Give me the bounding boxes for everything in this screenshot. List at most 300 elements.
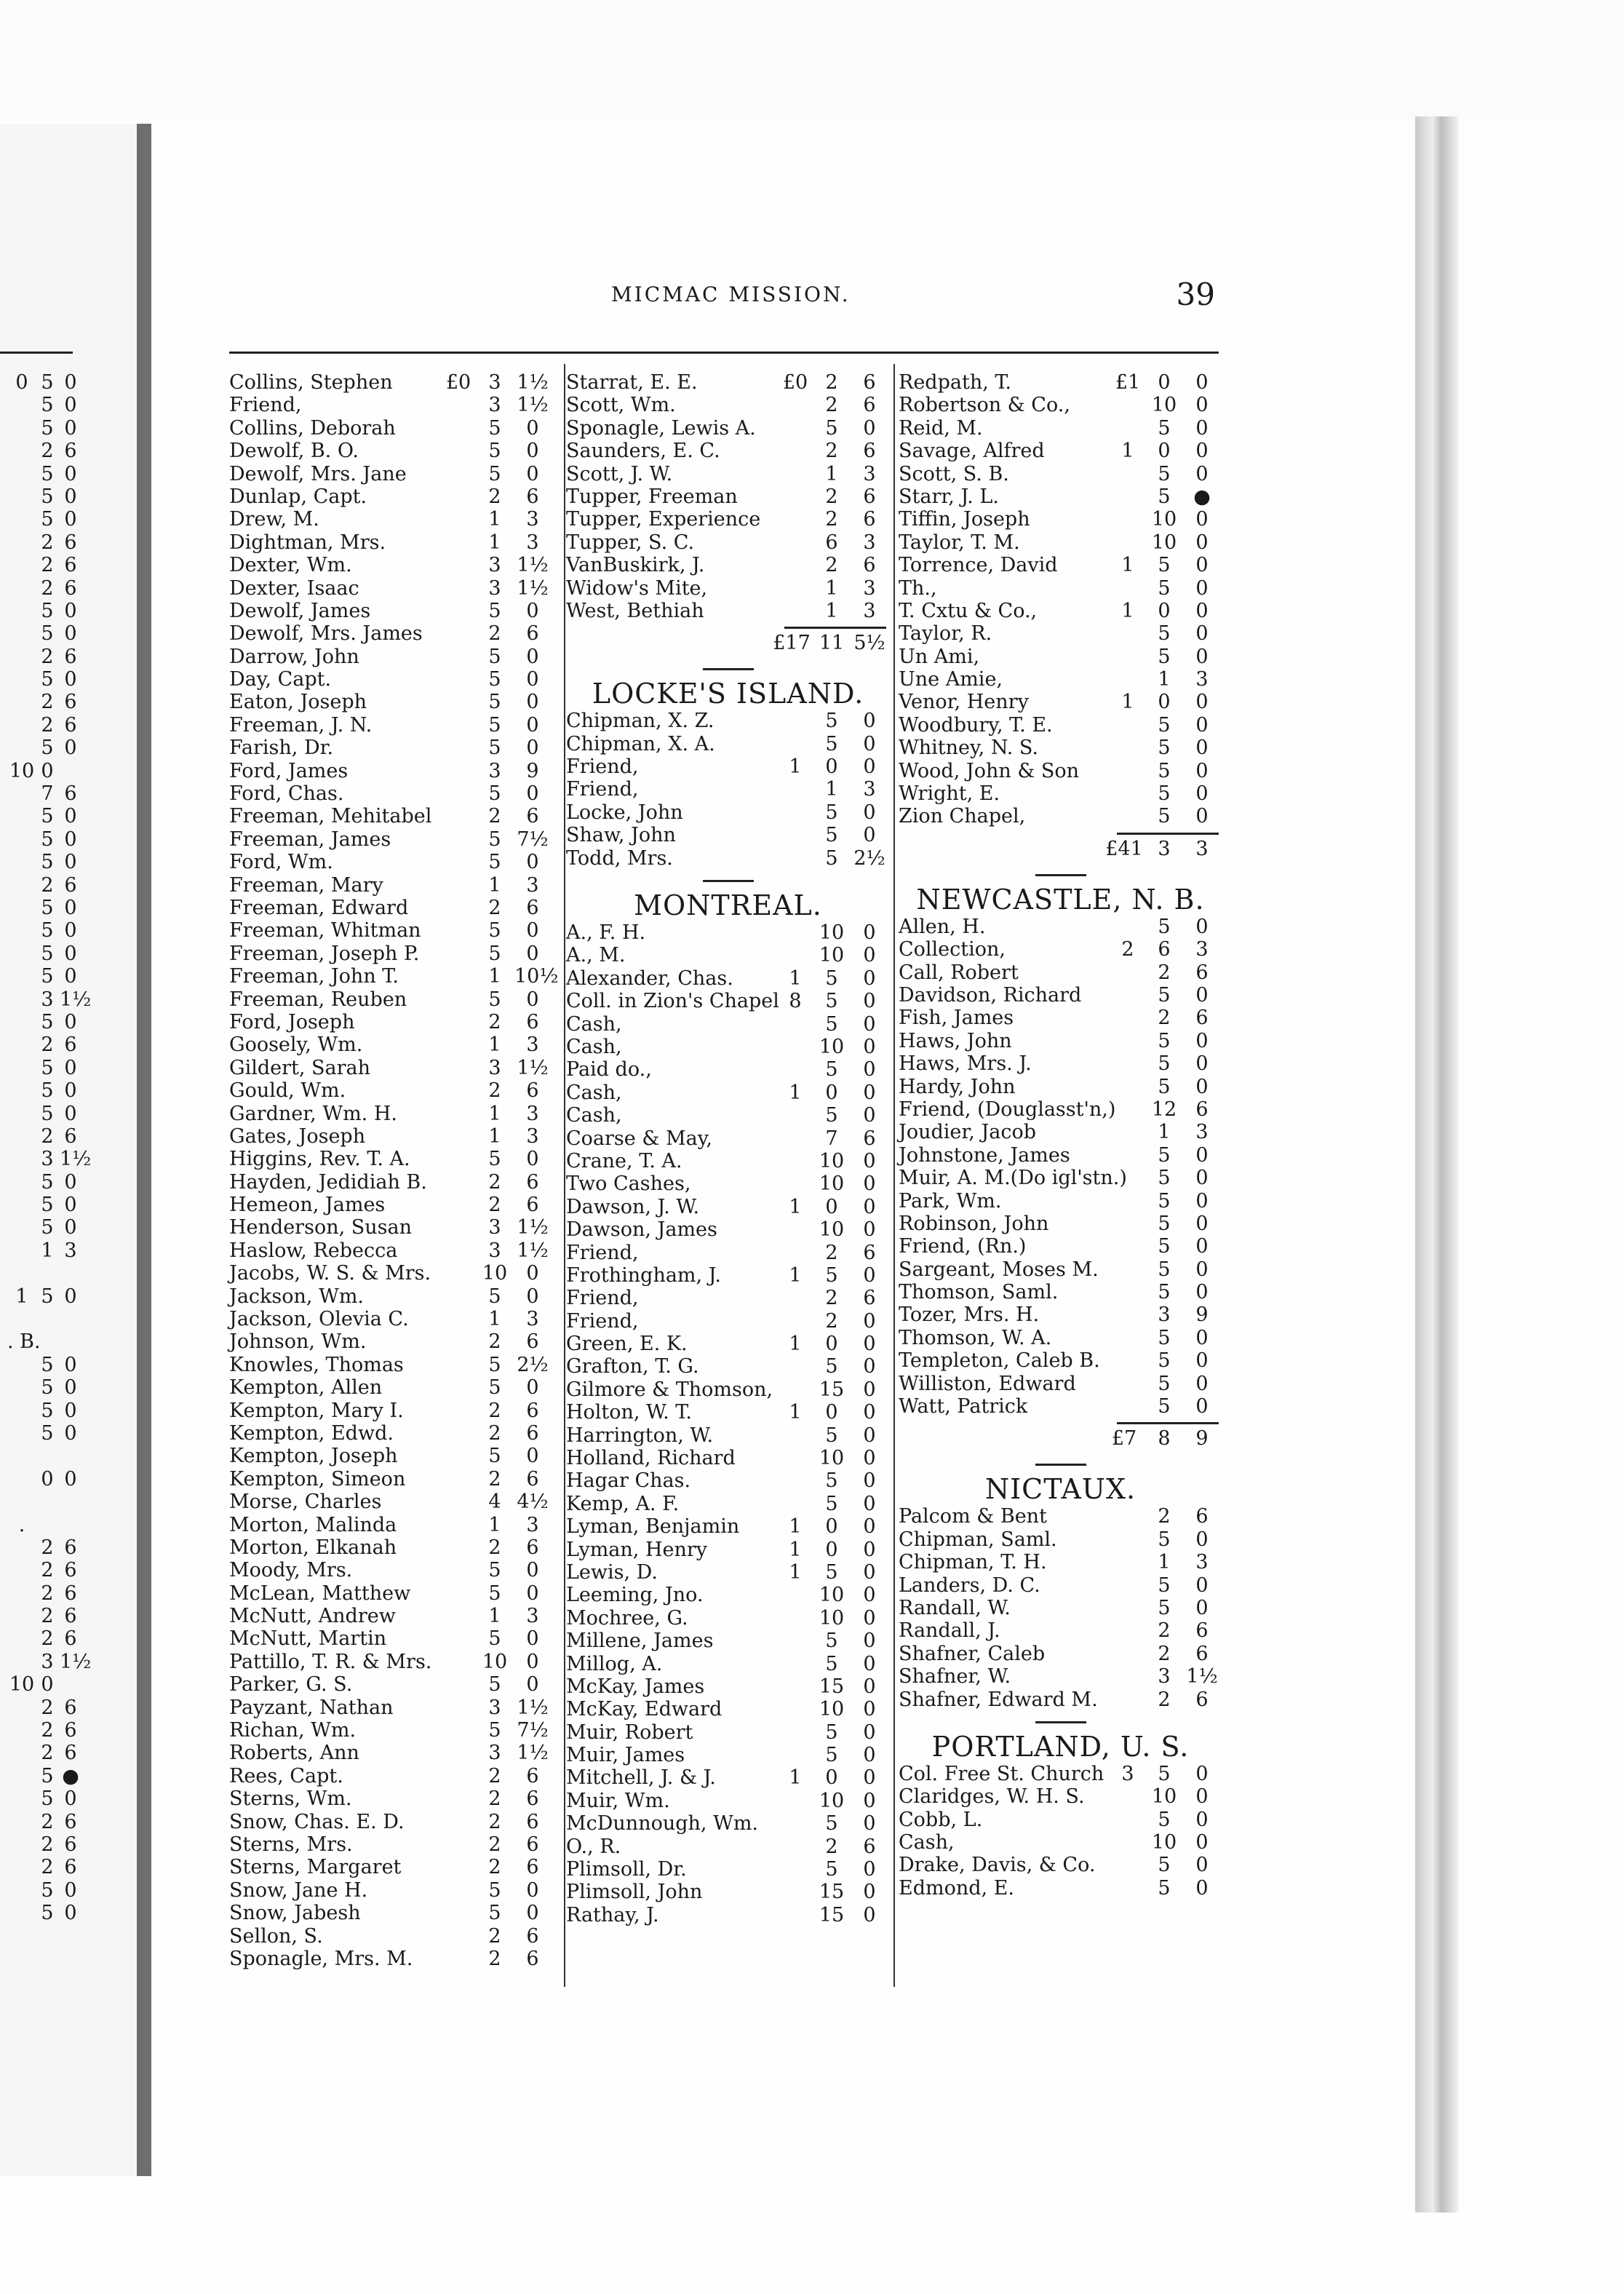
fragment-value: 6 <box>64 1581 77 1605</box>
running-title: MICMAC MISSION. <box>611 282 851 306</box>
pence-amount: 6 <box>1195 1505 1209 1528</box>
entry-name: Friend, (Rn.) <box>899 1235 1027 1258</box>
pence-amount: 0 <box>863 1424 876 1447</box>
shillings-amount: 3 <box>488 1056 501 1079</box>
fragment-row <box>7 988 92 1011</box>
shillings-amount: 1 <box>488 508 501 531</box>
shillings-amount: 3 <box>488 1742 501 1765</box>
shillings-amount: 5 <box>825 732 838 755</box>
entry-row <box>229 851 557 873</box>
entry-name: Moody, Mrs. <box>229 1559 353 1582</box>
shillings-amount: 15 <box>819 1675 845 1698</box>
shillings-amount: 10 <box>819 1789 845 1812</box>
fragment-value: ● <box>62 1764 79 1787</box>
total-amount: 11 <box>819 632 845 655</box>
entry-name: Gould, Wm. <box>229 1079 346 1103</box>
entry-name: Saunders, E. C. <box>566 440 720 463</box>
fragment-value: 5 <box>41 485 54 508</box>
pence-amount: 9 <box>526 759 539 782</box>
entry-name: Park, Wm. <box>899 1189 1002 1213</box>
fragment-value: 6 <box>64 554 77 577</box>
pence-amount: 1½ <box>517 394 549 417</box>
shillings-amount: 5 <box>1158 782 1171 806</box>
entry-name: Henderson, Susan <box>229 1216 412 1239</box>
fragment-value: 5 <box>41 371 54 394</box>
fragment-value: 2 <box>41 1033 54 1057</box>
entry-row <box>229 1651 557 1673</box>
fragment-value: 2 <box>41 1696 54 1719</box>
entry-name: Collins, Deborah <box>229 416 396 440</box>
fragment-value: 0 <box>15 371 28 394</box>
heading-ornament <box>703 668 754 670</box>
facing-header-rule <box>0 352 73 354</box>
entry-row <box>229 440 557 462</box>
entry-row <box>566 824 890 846</box>
entry-name: Higgins, Rev. T. A. <box>229 1148 410 1171</box>
pence-amount: 7½ <box>517 1719 549 1742</box>
entry-name: Starr, J. L. <box>899 485 999 508</box>
entry-row <box>229 1400 557 1422</box>
entry-name: T. Cxtu & Co., <box>899 599 1038 622</box>
entry-row <box>566 508 890 531</box>
entry-name: Joudier, Jacob <box>899 1121 1037 1144</box>
entry-name: Friend, <box>566 1309 639 1333</box>
pence-amount: 0 <box>526 1148 539 1171</box>
shillings-amount: 0 <box>825 1401 838 1424</box>
entry-name: Green, E. K. <box>566 1333 688 1356</box>
pounds-amount: 1 <box>789 1766 802 1790</box>
heading-ornament <box>1035 1721 1086 1723</box>
entry-name: VanBuskirk, J. <box>566 554 705 577</box>
pence-amount: 0 <box>1195 1212 1209 1235</box>
pence-amount: 0 <box>863 990 876 1013</box>
entry-row <box>566 1333 890 1355</box>
fragment-value: 6 <box>64 1696 77 1719</box>
entry-name: Locke, John <box>566 801 683 824</box>
pence-amount: 0 <box>863 1515 876 1539</box>
pence-amount: 3 <box>526 873 539 897</box>
shillings-amount: 5 <box>825 710 838 733</box>
entry-row <box>229 1902 557 1924</box>
fragment-value: 0 <box>41 1673 54 1696</box>
entry-row <box>899 1281 1222 1303</box>
shillings-amount: 3 <box>1158 1303 1171 1327</box>
entry-row <box>899 1854 1222 1876</box>
fragment-value: 5 <box>41 919 54 942</box>
pence-amount: 0 <box>1195 1854 1209 1877</box>
entry-row <box>899 1235 1222 1258</box>
fragment-value: 6 <box>64 645 77 668</box>
entry-row <box>566 1653 890 1675</box>
entry-name: Call, Robert <box>899 961 1019 984</box>
fragment-value: 2 <box>41 873 54 897</box>
entry-row <box>229 1239 557 1262</box>
entry-row <box>229 1536 557 1559</box>
entry-name: Sellon, S. <box>229 1924 323 1948</box>
entry-row <box>899 691 1222 713</box>
fragment-value: 5 <box>41 1170 54 1194</box>
entry-name: Sargeant, Moses M. <box>899 1258 1099 1281</box>
pence-amount: 0 <box>863 1606 876 1630</box>
entry-name: Grafton, T. G. <box>566 1355 699 1378</box>
entry-row <box>899 394 1222 416</box>
shillings-amount: 3 <box>1158 1665 1171 1688</box>
shillings-amount: 5 <box>488 645 501 668</box>
entry-name: Woodbury, T. E. <box>899 713 1053 737</box>
pence-amount: 0 <box>1195 983 1209 1007</box>
entry-row <box>229 1125 557 1148</box>
pence-amount: 6 <box>863 394 876 417</box>
entry-name: Col. Free St. Church <box>899 1762 1104 1785</box>
pounds-amount: 3 <box>1121 1762 1134 1785</box>
entry-name: Crane, T. A. <box>566 1149 682 1172</box>
entry-name: Snow, Chas. E. D. <box>229 1810 405 1833</box>
pence-amount: 0 <box>526 1376 539 1400</box>
entry-row <box>566 1081 890 1104</box>
shillings-amount: 5 <box>825 1058 838 1081</box>
section-heading-nictaux: NICTAUX. <box>984 1473 1137 1506</box>
shillings-amount: 5 <box>488 1376 501 1400</box>
entry-row <box>229 1308 557 1330</box>
entry-row <box>899 1395 1222 1418</box>
shillings-amount: 1 <box>488 531 501 554</box>
shillings-amount: 2 <box>488 1833 501 1856</box>
pence-amount: 0 <box>526 645 539 668</box>
fragment-value: 2 <box>41 645 54 668</box>
entry-row <box>566 1196 890 1218</box>
page-edge <box>1415 116 1459 2212</box>
entry-row <box>229 1033 557 1056</box>
shillings-amount: 10 <box>1151 531 1177 554</box>
fragment-value: 0 <box>64 919 77 942</box>
fragment-value: 6 <box>64 576 77 600</box>
pence-amount: 0 <box>1195 1235 1209 1258</box>
entry-row <box>229 691 557 713</box>
shillings-amount: 5 <box>825 846 838 870</box>
fragment-value: 5 <box>41 1902 54 1925</box>
entry-name: Widow's Mite, <box>566 576 708 600</box>
fragment-value: 0 <box>64 1902 77 1925</box>
pence-amount: 0 <box>863 1058 876 1081</box>
entry-name: Snow, Jane H. <box>229 1878 368 1902</box>
entry-row <box>229 1079 557 1102</box>
fragment-value: 2 <box>41 554 54 577</box>
shillings-amount: 5 <box>1158 1235 1171 1258</box>
fragment-value: 5 <box>41 416 54 440</box>
shillings-amount: 10 <box>819 1584 845 1607</box>
pounds-amount: 1 <box>1121 691 1134 714</box>
entry-name: Zion Chapel, <box>899 805 1026 828</box>
pence-amount: 0 <box>863 944 876 967</box>
entry-name: Mochree, G. <box>566 1606 688 1630</box>
shillings-amount: 5 <box>488 942 501 965</box>
entry-name: Collection, <box>899 938 1006 961</box>
entry-name: Dewolf, Mrs. Jane <box>229 462 407 485</box>
entry-name: A., M. <box>566 944 626 967</box>
pence-amount: 3 <box>1195 938 1209 961</box>
fragment-value: 5 <box>41 1102 54 1125</box>
entry-row <box>899 1007 1222 1029</box>
pence-amount: 0 <box>1195 416 1209 440</box>
fragment-value: 6 <box>64 1719 77 1742</box>
fragment-value: 5 <box>41 394 54 417</box>
entry-name: Dewolf, B. O. <box>229 440 359 463</box>
shillings-amount: 0 <box>825 1766 838 1790</box>
pence-amount: 0 <box>1195 691 1209 714</box>
pence-amount: 0 <box>526 1902 539 1925</box>
entry-name: Two Cashes, <box>566 1172 691 1196</box>
entry-row <box>566 1607 890 1630</box>
entry-name: Gates, Joseph <box>229 1124 366 1148</box>
pence-amount: 0 <box>1195 1528 1209 1551</box>
pence-amount: 3 <box>863 462 876 485</box>
shillings-amount: 5 <box>1158 1167 1171 1190</box>
fragment-value: . <box>18 1513 25 1536</box>
entry-name: Rees, Capt. <box>229 1764 343 1787</box>
fragment-row <box>7 1650 92 1673</box>
shillings-amount: 5 <box>1158 713 1171 737</box>
shillings-amount: 2 <box>1158 1642 1171 1665</box>
entry-name: Millog, A. <box>566 1652 663 1675</box>
shillings-amount: 10 <box>1151 508 1177 531</box>
entry-row <box>899 1528 1222 1551</box>
fragment-value: 0 <box>64 668 77 691</box>
fragment-row <box>7 1285 80 1308</box>
entry-row <box>229 1673 557 1696</box>
entry-row <box>229 1194 557 1216</box>
pence-amount: 0 <box>863 1401 876 1424</box>
fragment-row <box>7 1856 80 1878</box>
fragment-value: 5 <box>41 1353 54 1376</box>
pence-amount: 0 <box>863 824 876 847</box>
fragment-value: 0 <box>64 1216 77 1239</box>
entry-row <box>899 737 1222 759</box>
fragment-value: 6 <box>64 1742 77 1765</box>
entry-name: Sterns, Mrs. <box>229 1833 353 1856</box>
entry-row <box>229 1605 557 1627</box>
entry-name: Scott, Wm. <box>566 394 676 417</box>
pence-amount: 6 <box>863 371 876 394</box>
shillings-amount: 5 <box>1158 1052 1171 1076</box>
entry-row <box>229 737 557 759</box>
fragment-value: 0 <box>64 965 77 988</box>
entry-row <box>566 1172 890 1195</box>
entry-name: Frothingham, J. <box>566 1263 722 1287</box>
fragment-value: 5 <box>41 599 54 622</box>
shillings-amount: 5 <box>825 1469 838 1493</box>
fragment-value: 5 <box>41 622 54 646</box>
entry-row <box>566 1013 890 1036</box>
shillings-amount: 1 <box>488 1033 501 1057</box>
entry-name: Eaton, Joseph <box>229 691 367 714</box>
pence-amount: 3 <box>526 1308 539 1331</box>
entry-row <box>566 531 890 554</box>
shillings-amount: 5 <box>488 599 501 622</box>
entry-row <box>229 874 557 897</box>
entry-row <box>229 1856 557 1878</box>
entry-row <box>899 916 1222 938</box>
shillings-amount: 2 <box>488 1787 501 1811</box>
entry-name: Day, Capt. <box>229 668 332 691</box>
entry-row <box>899 1098 1222 1121</box>
shillings-amount: 5 <box>1158 1258 1171 1281</box>
shillings-amount: 5 <box>1158 805 1171 828</box>
shillings-amount: 2 <box>488 896 501 919</box>
pence-amount: 0 <box>1195 576 1209 600</box>
entry-name: Mitchell, J. & J. <box>566 1766 716 1790</box>
shillings-amount: 6 <box>825 531 838 554</box>
shillings-amount: 5 <box>1158 1029 1171 1052</box>
fragment-value: 5 <box>41 737 54 760</box>
entry-name: Paid do., <box>566 1058 652 1081</box>
entry-name: Shafner, W. <box>899 1665 1011 1688</box>
fragment-value: 6 <box>64 1033 77 1057</box>
entry-name: Friend, <box>566 778 639 801</box>
fragment-row <box>7 1171 80 1194</box>
fragment-value: 2 <box>41 1605 54 1628</box>
fragment-value: 6 <box>64 873 77 897</box>
shillings-amount: 1 <box>1158 1551 1171 1574</box>
fragment-value: 0 <box>64 508 77 531</box>
pounds-amount: 1 <box>789 1401 802 1424</box>
entry-row <box>229 965 557 988</box>
fragment-row <box>7 1262 80 1285</box>
shillings-amount: 5 <box>488 416 501 440</box>
shillings-amount: 0 <box>1158 371 1171 394</box>
section-heading-portland: PORTLAND, U. S. <box>931 1730 1190 1763</box>
fragment-value: 1½ <box>60 1148 92 1171</box>
fragment-value: 0 <box>64 622 77 646</box>
fragment-row <box>7 1696 80 1719</box>
entry-row <box>566 600 890 622</box>
shillings-amount: 5 <box>488 1353 501 1376</box>
entry-name: Edmond, E. <box>899 1876 1014 1900</box>
book-spine <box>137 124 151 2176</box>
fragment-value: 0 <box>64 599 77 622</box>
entry-row <box>899 668 1222 691</box>
entry-name: Freeman, J. N. <box>229 713 373 737</box>
shillings-amount: 5 <box>488 691 501 714</box>
page-header <box>160 277 1215 320</box>
fragment-value: 5 <box>41 668 54 691</box>
entry-row <box>229 1948 557 1970</box>
pence-amount: 3 <box>863 576 876 600</box>
pounds-amount: 1 <box>789 1515 802 1539</box>
entry-row <box>899 1643 1222 1665</box>
shillings-amount: 10 <box>482 1650 508 1673</box>
entry-row <box>566 1766 890 1789</box>
entry-row <box>566 1835 890 1858</box>
fragment-value: 5 <box>41 965 54 988</box>
shillings-amount: 5 <box>488 1902 501 1925</box>
entry-name: Tiffin, Joseph <box>899 508 1030 531</box>
fragment-value: 0 <box>64 1285 77 1308</box>
fragment-value: 0 <box>64 394 77 417</box>
fragment-row <box>7 1902 80 1924</box>
pence-amount: 0 <box>1195 782 1209 806</box>
entry-name: Morton, Malinda <box>229 1513 397 1536</box>
entry-name: Chipman, X. A. <box>566 732 715 755</box>
entry-row <box>899 1373 1222 1395</box>
entry-row <box>899 805 1222 827</box>
pence-amount: 6 <box>863 554 876 577</box>
fragment-value: 5 <box>41 1010 54 1033</box>
shillings-amount: 5 <box>1158 1395 1171 1418</box>
fragment-row <box>7 760 80 782</box>
scan-top-margin <box>0 0 1624 120</box>
entry-name: Plimsoll, John <box>566 1881 703 1904</box>
entry-row <box>566 1127 890 1150</box>
entry-name: Freeman, Whitman <box>229 919 421 942</box>
fragment-row <box>7 965 80 988</box>
pence-amount: 6 <box>526 1536 539 1559</box>
entry-row <box>899 417 1222 440</box>
pounds-amount: 1 <box>1121 554 1134 577</box>
entry-row <box>566 921 890 944</box>
fragment-value: 2 <box>41 1856 54 1879</box>
entry-name: Freeman, Edward <box>229 896 409 919</box>
entry-name: Freeman, John T. <box>229 965 399 988</box>
fragment-value: 0 <box>64 485 77 508</box>
fragment-row <box>7 394 80 416</box>
shillings-amount: 15 <box>819 1903 845 1926</box>
fragment-value: 6 <box>64 713 77 737</box>
pence-amount: 0 <box>863 1812 876 1835</box>
entry-name: Drew, M. <box>229 508 319 531</box>
shillings-amount: 10 <box>819 1035 845 1058</box>
shillings-amount: 5 <box>825 1104 838 1127</box>
shillings-amount: 5 <box>1158 416 1171 440</box>
shillings-amount: 5 <box>825 801 838 824</box>
entry-name: Collins, Stephen <box>229 371 393 394</box>
entry-row <box>229 577 557 600</box>
pence-amount: 3 <box>1195 1121 1209 1144</box>
fragment-value: 6 <box>64 1810 77 1833</box>
shillings-amount: 1 <box>488 965 501 988</box>
shillings-amount: 1 <box>488 1605 501 1628</box>
fragment-value: 5 <box>41 1216 54 1239</box>
pence-amount: 3 <box>526 531 539 554</box>
entry-name: Darrow, John <box>229 645 359 668</box>
shillings-amount: 5 <box>1158 983 1171 1007</box>
shillings-amount: 0 <box>825 1195 838 1218</box>
pence-amount: 0 <box>1195 622 1209 646</box>
pence-amount: 0 <box>1195 1167 1209 1190</box>
pence-amount: 10½ <box>514 965 559 988</box>
entry-name: Ford, Joseph <box>229 1010 355 1033</box>
entry-name: Haws, John <box>899 1029 1012 1052</box>
fragment-value: 6 <box>64 782 77 806</box>
fragment-row <box>7 554 80 576</box>
fragment-value: 3 <box>41 988 54 1011</box>
shillings-amount: 1 <box>825 599 838 622</box>
entry-row <box>566 1790 890 1812</box>
entry-name: Wright, E. <box>899 782 1000 806</box>
pence-amount: 0 <box>526 1650 539 1673</box>
fragment-value: 5 <box>41 851 54 874</box>
pence-amount: 0 <box>863 1469 876 1493</box>
pence-amount: 0 <box>1195 915 1209 938</box>
pounds-amount: 1 <box>789 967 802 990</box>
fragment-value: 0 <box>64 1170 77 1194</box>
fragment-row <box>7 508 80 531</box>
section-heading-newcastle: NEWCASTLE, N. B. <box>916 883 1205 916</box>
entry-row <box>566 1515 890 1538</box>
entry-name: Templeton, Caleb B. <box>899 1349 1100 1373</box>
shillings-amount: 3 <box>488 371 501 394</box>
fragment-value: 1½ <box>60 1650 92 1673</box>
entry-name: Thomson, W. A. <box>899 1326 1052 1349</box>
